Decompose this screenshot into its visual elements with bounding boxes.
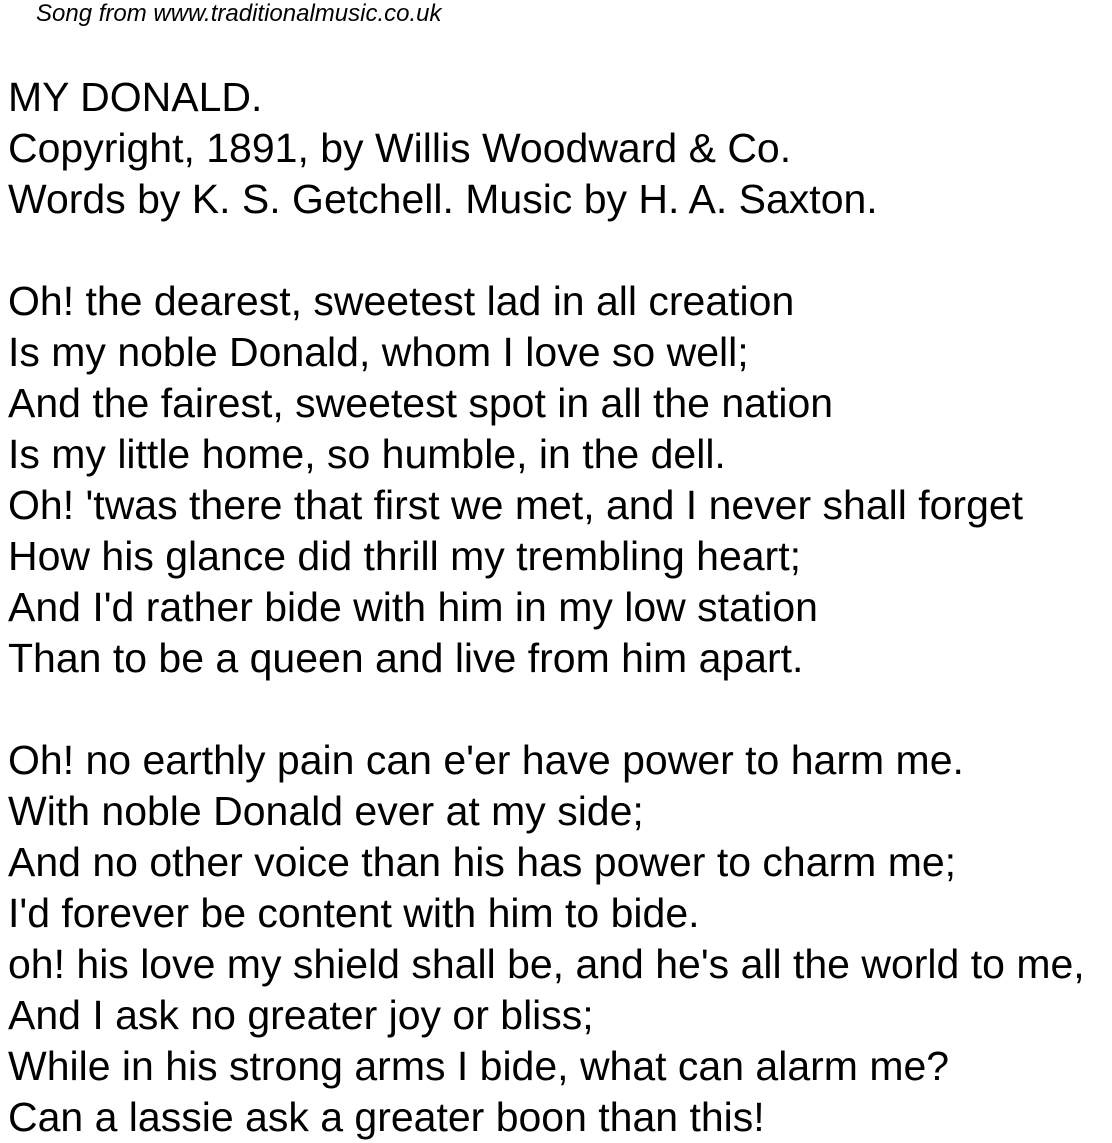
lyric-line: Is my little home, so humble, in the dell. [8,431,726,477]
lyric-line: Can a lassie ask a greater boon than this! [8,1094,765,1140]
copyright-line: Copyright, 1891, by Willis Woodward & Co. [8,125,792,171]
song-sheet [8,72,1112,1143]
lyric-line: oh! his love my shield shall be, and he's all the world to me, [8,941,1085,987]
lyric-line: And I'd rather bide with him in my low station [8,584,818,630]
lyric-line: Than to be a queen and live from him apart. [8,635,804,681]
credits-line: Words by K. S. Getchell. Music by H. A. Saxton. [8,176,878,222]
stanza-gap [8,684,1112,735]
lyric-line: And no other voice than his has power to charm me; [8,839,957,885]
lyric-line: Oh! 'twas there that first we met, and I never shall forget [8,482,1024,528]
lyric-line: And I ask no greater joy or bliss; [8,992,594,1038]
lyric-line: I'd forever be content with him to bide. [8,890,700,936]
stanza-gap [8,225,1112,276]
song-title: MY DONALD. [8,74,263,120]
lyric-line: Oh! the dearest, sweetest lad in all creation [8,278,795,324]
verse-1 [8,276,1112,684]
verse-2 [8,735,1112,1143]
lyric-line: Is my noble Donald, whom I love so well; [8,329,749,375]
lyric-line: With noble Donald ever at my side; [8,788,644,834]
lyric-line: While in his strong arms I bide, what can alarm me? [8,1043,950,1089]
lyric-line: And the fairest, sweetest spot in all the nation [8,380,834,426]
source-credit: Song from www.traditionalmusic.co.uk [36,0,442,27]
lyric-line: Oh! no earthly pain can e'er have power to harm me. [8,737,964,783]
lyric-line: How his glance did thrill my trembling heart; [8,533,801,579]
